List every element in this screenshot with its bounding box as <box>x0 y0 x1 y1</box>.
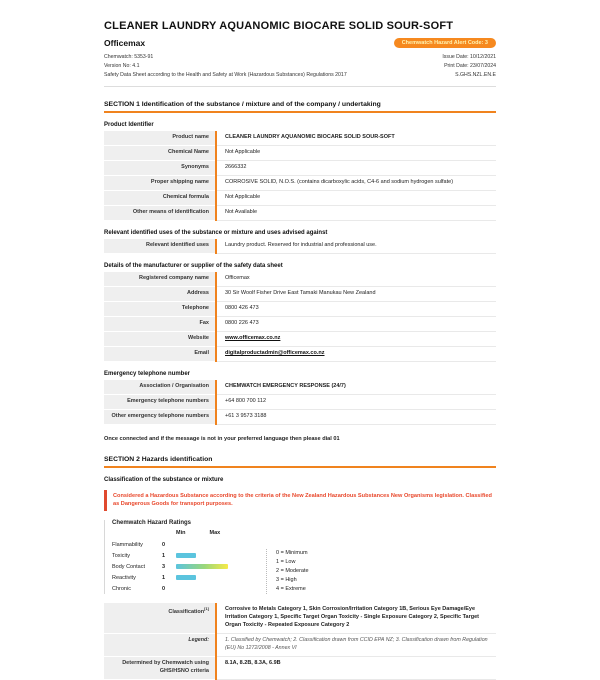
ratings-heading: Chemwatch Hazard Ratings <box>112 520 192 527</box>
row-label: Other means of identification <box>104 206 216 221</box>
row-label: Other emergency telephone numbers <box>104 409 216 424</box>
issue-date: Issue Date: 10/12/2021 <box>442 54 496 60</box>
product-identifier-table <box>104 131 496 221</box>
rating-bar <box>176 564 228 569</box>
registered-company-value: Officemax <box>216 272 496 286</box>
language-note: Once connected and if the message is not in your preferred language then please dial 01 <box>104 435 340 442</box>
other-identification-value: Not Available <box>216 206 496 221</box>
header-divider <box>104 86 496 87</box>
table-row <box>104 287 496 302</box>
emergency-phone-value: +64 800 700 112 <box>216 394 496 409</box>
rating-value: 1 <box>162 552 166 559</box>
row-label: Telephone <box>104 302 216 317</box>
rating-label: Body Contact <box>112 563 146 570</box>
ghs-hsno-value: 8.1A, 8.2B, 8.3A, 6.9B <box>216 656 496 679</box>
rating-value: 3 <box>162 563 166 570</box>
table-row <box>104 302 496 317</box>
row-label: Synonyms <box>104 161 216 176</box>
sds-document-page <box>104 0 496 680</box>
table-row <box>104 380 496 394</box>
company-name: Officemax <box>104 38 146 48</box>
product-identifier-heading: Product Identifier <box>104 122 154 129</box>
rating-value: 1 <box>162 574 166 581</box>
emergency-heading: Emergency telephone number <box>104 370 191 377</box>
rating-row <box>112 572 252 583</box>
table-row <box>104 239 496 253</box>
hazard-statement: Considered a Hazardous Substance according to the criteria of the New Zealand Hazardous Substances New Organisms legislation. Classified as Dangerous Goods for transport purposes. <box>104 490 496 511</box>
emergency-org-value: CHEMWATCH EMERGENCY RESPONSE (24/7) <box>216 380 496 394</box>
rating-row <box>112 539 252 550</box>
uses-table <box>104 239 496 254</box>
print-date: Print Date: 23/07/2024 <box>444 63 496 70</box>
uses-heading: Relevant identified uses of the substance or mixture and uses advised against <box>104 230 328 237</box>
table-row <box>104 131 496 145</box>
emergency-table <box>104 380 496 425</box>
rating-label: Toxicity <box>112 552 131 559</box>
classification-value: Corrosive to Metals Category 1, Skin Corrosion/Irritation Category 1B, Serious Eye Damage/Eye Irritation Category 1, Specific Target Organ Toxicity - Single Exposure Category 2, Specific Target Organ Toxicity - Repeated Exposure Category 2 <box>216 603 496 633</box>
classification-label: Classification <box>168 609 205 616</box>
hazard-alert-badge: Chemwatch Hazard Alert Code: 3 <box>394 38 496 48</box>
table-row <box>104 603 496 633</box>
row-label: Product name <box>104 131 216 145</box>
row-label: Emergency telephone numbers <box>104 394 216 409</box>
rating-bar <box>176 553 196 558</box>
legend-item: 4 = Extreme <box>276 586 306 593</box>
min-column-header: Min <box>176 530 186 537</box>
table-row <box>104 176 496 191</box>
table-row <box>104 161 496 176</box>
rating-bar <box>176 575 196 580</box>
ratings-legend <box>266 549 309 594</box>
row-label: Address <box>104 287 216 302</box>
supplier-table <box>104 272 496 362</box>
version-number: Version No: 4.1 <box>104 63 140 70</box>
table-row <box>104 346 496 361</box>
email-link[interactable]: digitalproductadmin@officemax.co.nz <box>225 349 325 356</box>
document-header <box>104 20 496 87</box>
rating-label: Reactivity <box>112 574 136 581</box>
synonyms-value: 2666332 <box>216 161 496 176</box>
classification-footnote-ref: [1] <box>204 606 209 612</box>
row-label: Proper shipping name <box>104 176 216 191</box>
row-label: Fax <box>104 316 216 331</box>
rating-label: Flammability <box>112 541 143 548</box>
address-value: 30 Sir Woolf Fisher Drive East Tamaki Manukau New Zealand <box>216 287 496 302</box>
table-row <box>104 146 496 161</box>
rating-row <box>112 550 252 561</box>
row-label: Registered company name <box>104 272 216 286</box>
document-code: S.GHS.NZL.EN.E <box>455 72 496 79</box>
classification-heading: Classification of the substance or mixture <box>104 476 224 483</box>
row-label: Relevant identified uses <box>104 239 216 253</box>
supplier-heading: Details of the manufacturer or supplier of the safety data sheet <box>104 263 283 270</box>
section1-header: SECTION 1 Identification of the substance / mixture and of the company / undertaking <box>104 101 496 113</box>
max-column-header: Max <box>209 530 221 537</box>
legend-item: 3 = High <box>276 577 297 584</box>
table-row <box>104 316 496 331</box>
ratings-table <box>112 530 252 594</box>
rating-value: 0 <box>162 585 166 592</box>
legend-item: 0 = Minimum <box>276 550 308 557</box>
rating-row <box>112 561 252 572</box>
page-title: CLEANER LAUNDRY AQUANOMIC BIOCARE SOLID SOUR-SOFT <box>104 20 454 32</box>
row-label: Legend: <box>104 634 216 656</box>
shipping-name-value: CORROSIVE SOLID, N.O.S. (contains dicarboxylic acids, C4-6 and sodium hydrogen sulfate) <box>216 176 496 191</box>
table-row <box>104 191 496 206</box>
row-label: Chemical formula <box>104 191 216 206</box>
row-label: Determined by Chemwatch using GHS/HSNO criteria <box>104 656 216 679</box>
table-row <box>104 272 496 286</box>
rating-value: 0 <box>162 541 166 548</box>
table-row <box>104 656 496 679</box>
chemical-name-value: Not Applicable <box>216 146 496 161</box>
telephone-value: 0800 426 473 <box>216 302 496 317</box>
regulation-line: Safety Data Sheet according to the Health and Safety at Work (Hazardous Substances) Regulations 2017 <box>104 72 347 79</box>
table-row <box>104 331 496 346</box>
chemical-formula-value: Not Applicable <box>216 191 496 206</box>
section2-header: SECTION 2 Hazards identification <box>104 456 496 468</box>
row-label: Chemical Name <box>104 146 216 161</box>
row-label <box>104 603 216 633</box>
chemwatch-number: Chemwatch: 5353-91 <box>104 54 154 60</box>
rating-label: Chronic <box>112 585 131 592</box>
website-link[interactable]: www.officemax.co.nz <box>225 334 281 341</box>
table-row <box>104 394 496 409</box>
row-label: Email <box>104 346 216 361</box>
legend-item: 1 = Low <box>276 559 296 566</box>
row-label: Association / Organisation <box>104 380 216 394</box>
table-row <box>104 634 496 656</box>
identified-uses-value: Laundry product. Reserved for industrial and professional use. <box>216 239 496 253</box>
chemwatch-hazard-ratings <box>104 520 496 594</box>
fax-value: 0800 226 473 <box>216 316 496 331</box>
table-row <box>104 206 496 221</box>
table-row <box>104 409 496 424</box>
rating-row <box>112 583 252 594</box>
product-name-value: CLEANER LAUNDRY AQUANOMIC BIOCARE SOLID SOUR-SOFT <box>216 131 496 145</box>
classification-legend-value: 1. Classified by Chemwatch; 2. Classification drawn from CCID EPA NZ; 3. Classification drawn from Regulation (EU) No 1272/2008 - Annex VI <box>216 634 496 656</box>
classification-table <box>104 603 496 679</box>
other-emergency-phone-value: +61 3 9573 3188 <box>216 409 496 424</box>
legend-item: 2 = Moderate <box>276 568 309 575</box>
row-label: Website <box>104 331 216 346</box>
